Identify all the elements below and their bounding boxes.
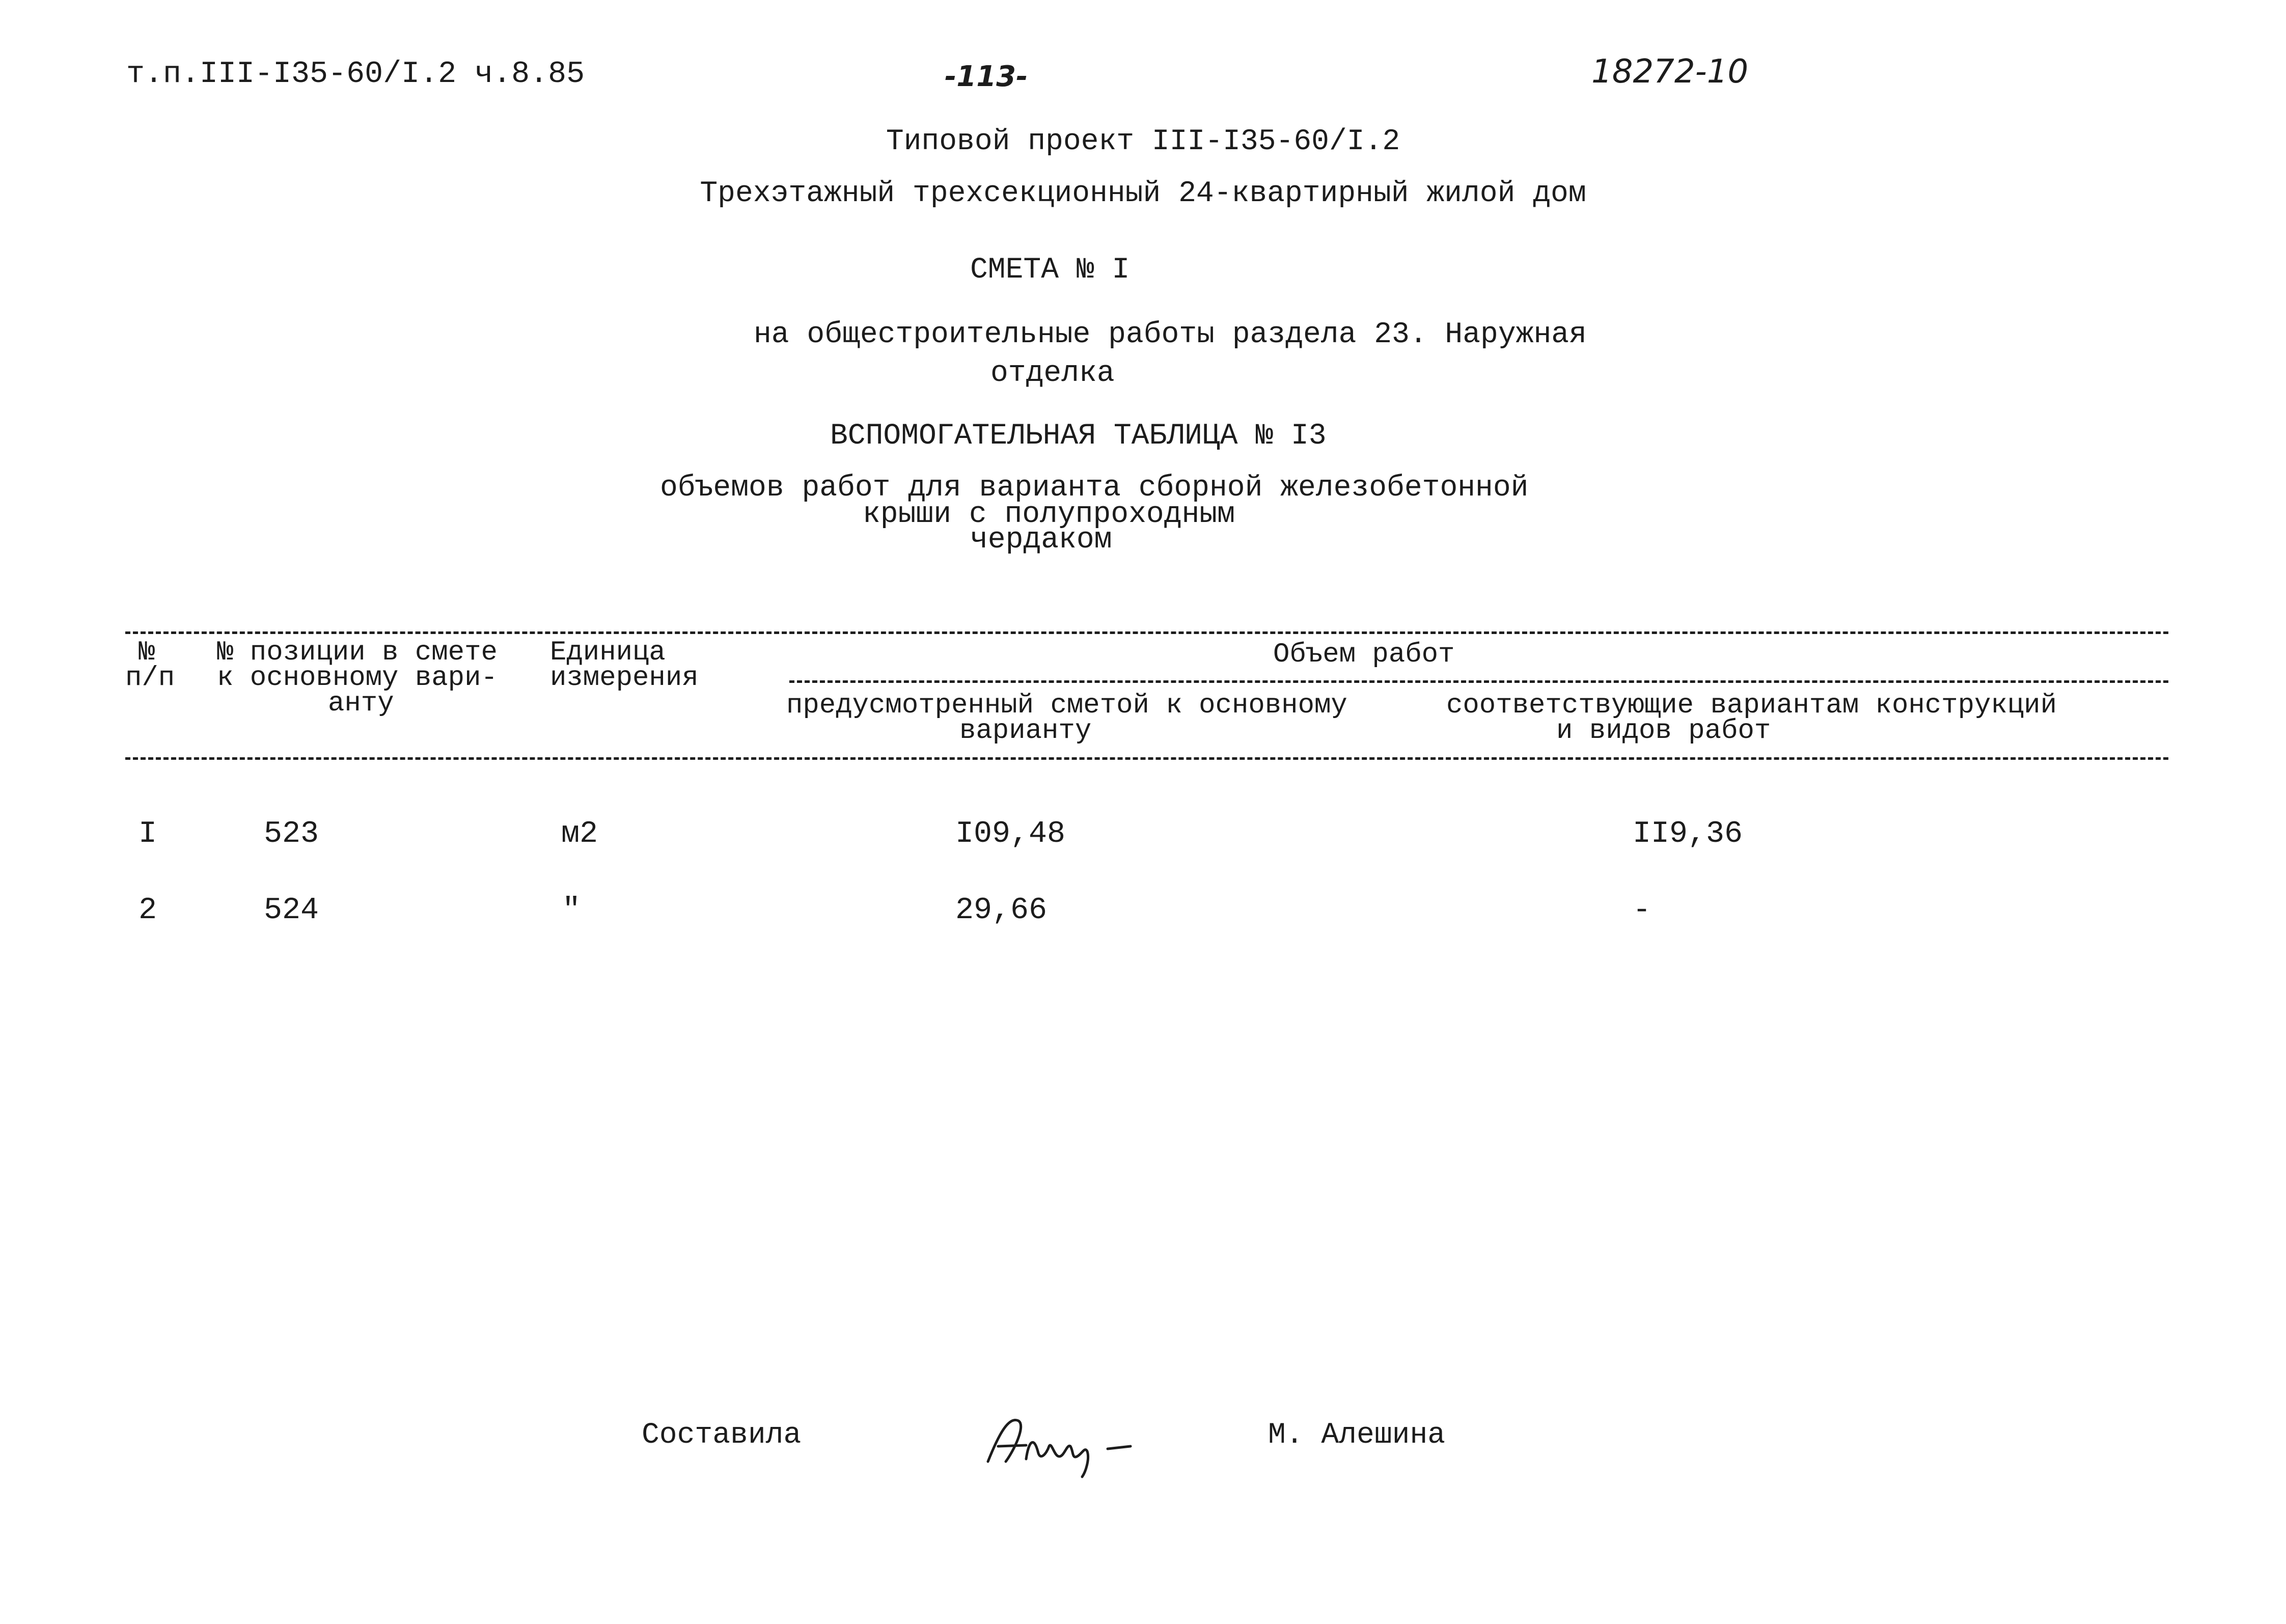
- description-line-3: чердаком: [970, 524, 1112, 557]
- table-top-rule: [125, 631, 2168, 634]
- row-position: 524: [264, 893, 319, 928]
- handwritten-signature: [978, 1406, 1146, 1482]
- project-title: Типовой проект III-I35-60/I.2: [886, 125, 1400, 158]
- header-volume: Объем работ: [1273, 639, 1455, 670]
- row-base-volume: I09,48: [955, 817, 1066, 851]
- header-variant-line-2: и видов работ: [1556, 715, 1771, 747]
- document-code: т.п.III-I35-60/I.2 ч.8.85: [126, 57, 585, 92]
- row-base-volume: 29,66: [955, 893, 1048, 928]
- header-base-line-1: предусмотренный сметой к основному: [786, 690, 1347, 721]
- header-pos-line-3: анту: [328, 688, 394, 719]
- row-variant-volume: -: [1633, 893, 1651, 928]
- row-num: 2: [139, 893, 157, 928]
- row-unit: м2: [561, 817, 598, 851]
- header-base-line-2: варианту: [959, 715, 1092, 747]
- compiler-name: М. Алешина: [1268, 1419, 1446, 1452]
- page-number: -113-: [945, 60, 1028, 93]
- header-unit-line-2: измерения: [550, 663, 699, 694]
- table-header-bottom-rule: [125, 757, 2168, 760]
- inventory-number: 18272-10: [1591, 53, 1749, 91]
- table-volume-rule: [789, 680, 2168, 683]
- description-line-2: крыши с полупроходным: [863, 498, 1235, 531]
- row-variant-volume: II9,36: [1633, 817, 1743, 851]
- row-num: I: [139, 817, 157, 851]
- header-pos-line-2: к основному вари-: [217, 663, 498, 694]
- header-num-line-1: №: [139, 637, 155, 668]
- row-unit: ": [562, 893, 581, 928]
- description-line-1: объемов работ для варианта сборной железобетонной: [660, 472, 1529, 505]
- aux-table-title: ВСПОМОГАТЕЛЬНАЯ ТАБЛИЦА № I3: [830, 420, 1327, 453]
- header-unit-line-1: Единица: [550, 637, 666, 668]
- purpose-line-1: на общестроительные работы раздела 23. Наружная: [754, 318, 1587, 351]
- header-num-line-2: п/п: [125, 663, 175, 694]
- compiled-by-label: Составила: [642, 1419, 802, 1452]
- header-variant-line-1: соответствующие вариантам конструкций: [1446, 690, 2057, 721]
- estimate-title: СМЕТА № I: [970, 254, 1130, 287]
- building-title: Трехэтажный трехсекционный 24-квартирный жилой дом: [700, 177, 1586, 210]
- row-position: 523: [264, 817, 319, 851]
- purpose-line-2: отделка: [990, 357, 1115, 390]
- header-pos-line-1: № позиции в смете: [217, 637, 498, 668]
